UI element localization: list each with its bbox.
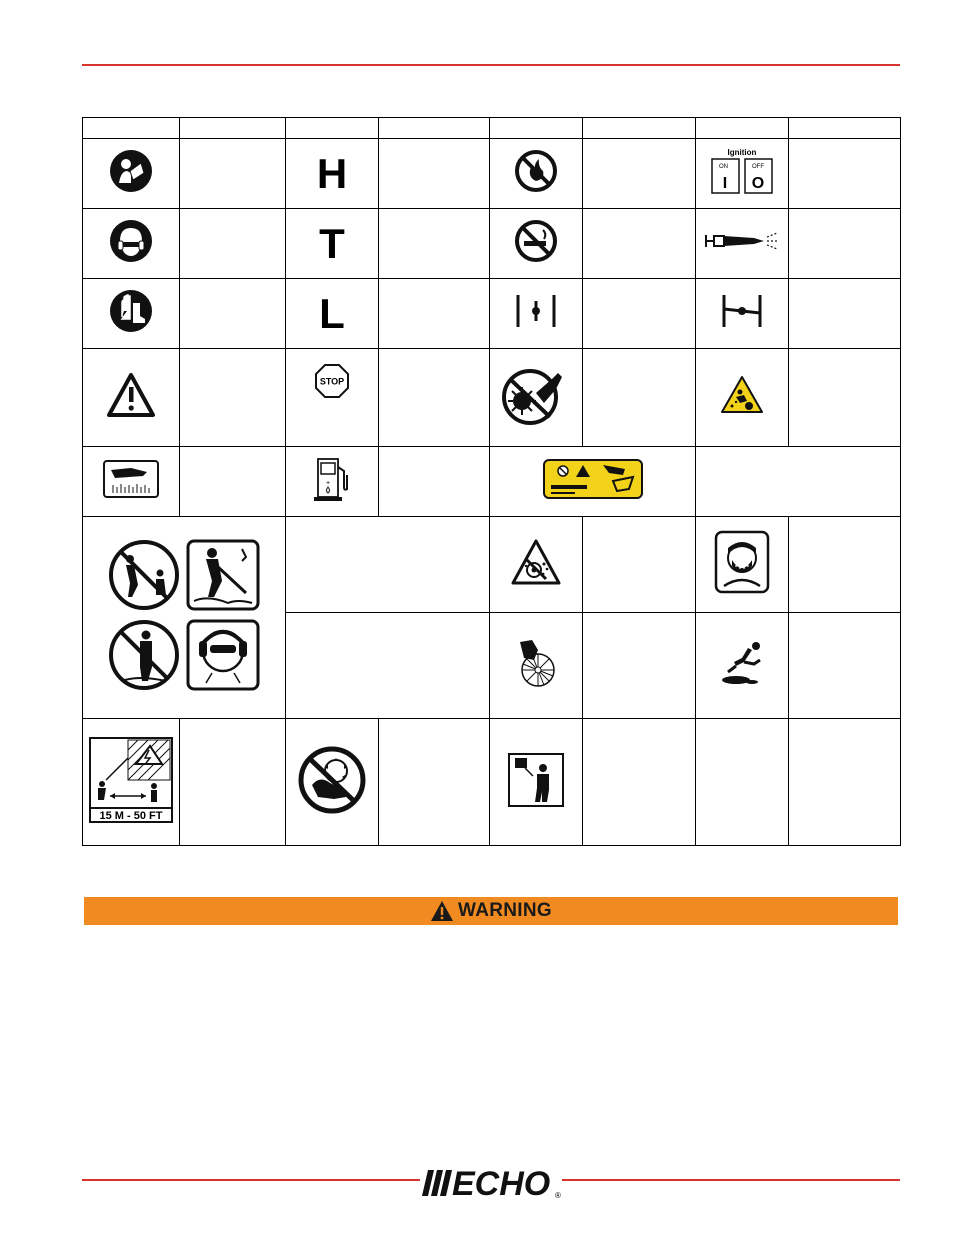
description-cell <box>789 139 901 209</box>
description-cell <box>180 139 286 209</box>
description-cell <box>379 447 490 517</box>
description-cell <box>379 209 490 279</box>
low-letter: L <box>319 289 345 337</box>
symbol-cell <box>490 349 583 447</box>
hot-surface-hand-icon <box>103 460 159 498</box>
table-row <box>83 447 901 517</box>
description-cell <box>180 349 286 447</box>
ignition-on-mark: I <box>722 175 728 192</box>
description-cell <box>379 139 490 209</box>
symbol-cell <box>286 349 379 447</box>
symbol-cell <box>490 613 583 719</box>
description-cell <box>789 279 901 349</box>
safety-symbols-table <box>82 117 901 846</box>
description-cell <box>180 209 286 279</box>
description-cell <box>180 279 286 349</box>
symbol-cell <box>83 719 180 846</box>
description-cell <box>286 613 490 719</box>
choke-open-icon <box>514 289 558 333</box>
description-cell <box>789 613 901 719</box>
echo-logo <box>420 1166 562 1200</box>
description-cell <box>379 349 490 447</box>
symbol-cell <box>83 517 286 719</box>
table-row <box>83 209 901 279</box>
table-header-row <box>83 118 901 139</box>
no-metal-blade-icon <box>296 745 368 815</box>
primer-bulb-icon <box>702 229 782 253</box>
header-cell <box>490 118 583 139</box>
description-cell <box>789 517 901 613</box>
symbol-cell <box>696 349 789 447</box>
ignition-off-mark: O <box>751 175 765 192</box>
combination-caution-label-icon <box>543 459 643 499</box>
description-cell <box>583 209 696 279</box>
symbol-cell <box>83 349 180 447</box>
safe-distance-15m-icon <box>88 736 174 824</box>
symbol-cell <box>286 139 379 209</box>
description-cell <box>789 209 901 279</box>
operator-safety-group-icon <box>108 537 260 693</box>
description-cell <box>583 279 696 349</box>
description-cell <box>696 719 789 846</box>
table-row <box>83 719 901 846</box>
thrown-objects-warning-icon <box>510 538 562 586</box>
warning-banner <box>84 897 898 925</box>
no-open-flame-icon <box>514 149 558 193</box>
stop-sign-icon <box>314 363 350 399</box>
header-rule <box>82 64 900 66</box>
symbol-cell <box>696 139 789 209</box>
header-cell <box>286 118 379 139</box>
symbol-cell <box>490 719 583 846</box>
header-cell <box>180 118 286 139</box>
ignition-title: Ignition <box>727 148 757 157</box>
description-cell <box>583 719 696 846</box>
ignition-switch-icon <box>702 146 782 196</box>
warning-label: WARNING <box>458 900 552 921</box>
symbol-cell <box>490 447 696 517</box>
symbol-cell <box>83 279 180 349</box>
header-cell <box>583 118 696 139</box>
no-smoking-icon <box>514 219 558 263</box>
ignition-off-label: OFF <box>752 164 764 170</box>
blade-hand-hazard-icon <box>500 363 572 427</box>
gloves-boots-icon <box>109 289 153 333</box>
fuel-pump-icon <box>312 455 352 503</box>
distance-label: 15 M - 50 FT <box>99 809 163 822</box>
description-cell <box>583 613 696 719</box>
description-cell <box>180 719 286 846</box>
header-cell <box>83 118 180 139</box>
description-cell <box>789 719 901 846</box>
description-cell <box>379 719 490 846</box>
table-row <box>83 139 901 209</box>
eye-ear-head-protection-icon <box>109 219 153 263</box>
choke-closed-icon <box>720 289 764 333</box>
warning-icon <box>430 900 454 922</box>
symbol-cell <box>83 447 180 517</box>
warning-triangle-icon <box>106 372 156 418</box>
description-cell <box>286 517 490 613</box>
symbol-cell <box>490 517 583 613</box>
dust-mask-icon <box>714 530 770 594</box>
description-cell <box>789 349 901 447</box>
description-cell <box>583 139 696 209</box>
symbol-cell <box>490 139 583 209</box>
description-cell <box>180 447 286 517</box>
object-hazard-person-icon <box>507 752 565 808</box>
symbol-cell <box>286 719 379 846</box>
symbol-cell <box>286 279 379 349</box>
table-row <box>83 349 901 447</box>
ignition-on-label: ON <box>719 164 728 170</box>
symbol-cell <box>696 209 789 279</box>
description-cell <box>696 447 901 517</box>
symbol-cell <box>490 209 583 279</box>
symbol-cell <box>696 279 789 349</box>
description-cell <box>583 349 696 447</box>
description-cell <box>379 279 490 349</box>
registered-mark: ® <box>555 1191 561 1200</box>
hours-letter: H <box>316 149 348 197</box>
footer-rule-right <box>562 1179 900 1181</box>
symbol-cell <box>286 447 379 517</box>
symbol-cell <box>490 279 583 349</box>
svg-text:+: + <box>325 480 331 487</box>
header-cell <box>789 118 901 139</box>
thrown-objects-caution-icon <box>720 375 764 415</box>
symbol-cell <box>83 209 180 279</box>
slip-fall-icon <box>714 640 770 686</box>
throttle-letter: T <box>319 219 345 267</box>
footer-rule-left <box>82 1179 420 1181</box>
symbol-cell <box>83 139 180 209</box>
blade-thrust-icon <box>514 636 558 690</box>
symbol-cell <box>696 613 789 719</box>
description-cell <box>583 517 696 613</box>
logo-text: ECHO <box>452 1166 551 1200</box>
symbol-cell <box>286 209 379 279</box>
table-row <box>83 517 901 613</box>
header-cell <box>696 118 789 139</box>
stop-sign-label: STOP <box>319 376 345 387</box>
read-manual-icon <box>109 149 153 193</box>
header-cell <box>379 118 490 139</box>
table-row <box>83 279 901 349</box>
symbol-cell <box>696 517 789 613</box>
